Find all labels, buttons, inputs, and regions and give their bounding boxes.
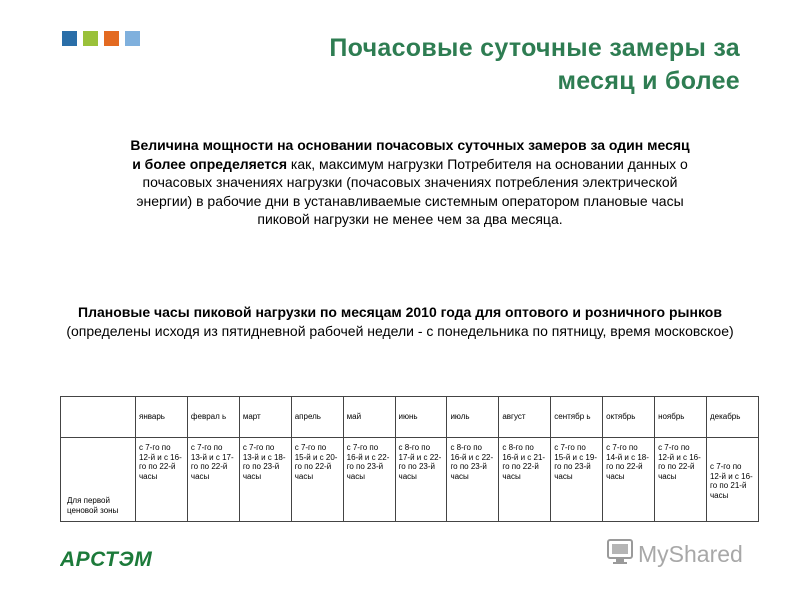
intro-bold: Величина мощности на основании почасовых суточных замеров за один месяц и более определяется — [130, 137, 690, 172]
title-line-1: Почасовые суточные замеры за — [329, 34, 740, 62]
month-header-cell: апрель — [291, 397, 343, 438]
month-header-cell: феврал ь — [187, 397, 239, 438]
month-header-cell: май — [343, 397, 395, 438]
hours-cell: с 8-го по 17-й и с 22-го по 23-й часы — [395, 438, 447, 522]
square-green — [83, 31, 98, 46]
hours-cell: с 7-го по 15-й и с 19-го по 23-й часы — [551, 438, 603, 522]
row-label-cell: Для первой ценовой зоны — [61, 438, 136, 522]
table-caption-note: (определены исходя из пятидневной рабочей недели - с понедельника по пятницу, время московское) — [66, 322, 734, 339]
hours-cell: с 8-го по 16-й и с 21-го по 22-й часы — [499, 438, 551, 522]
monitor-screen-icon — [612, 544, 628, 554]
intro-paragraph — [130, 136, 690, 229]
month-header-cell: ноябрь — [655, 397, 707, 438]
hours-cell: с 7-го по 12-й и с 16-го по 22-й часы — [655, 438, 707, 522]
month-header-cell: январь — [136, 397, 188, 438]
watermark-logo — [606, 536, 766, 576]
intro-rest: как, максимум нагрузки Потребителя на основании данных о почасовых значениях нагрузки (почасовых значениях потребления электрической энергии) в рабочие дни в устанавливаемые системным оператором плановые часы пиковой нагрузки не менее чем за два месяца. — [136, 155, 688, 227]
brand-squares — [62, 31, 140, 46]
hours-cell: с 7-го по 12-й и с 16-го по 22-й часы — [136, 438, 188, 522]
table-caption — [60, 303, 740, 340]
hours-cell: с 7-го по 16-й и с 22-го по 23-й часы — [343, 438, 395, 522]
hours-cell: с 8-го по 16-й и с 22-го по 23-й часы — [447, 438, 499, 522]
hours-cell: с 7-го по 13-й и с 18-го по 23-й часы — [239, 438, 291, 522]
month-header-cell: март — [239, 397, 291, 438]
arstem-logo — [60, 546, 164, 575]
hours-cell: с 7-го по 13-й и с 17-го по 22-й часы — [187, 438, 239, 522]
hours-cell: с 7-го по 12-й и с 16-го по 21-й часы — [706, 438, 758, 522]
month-header-cell: сентябр ь — [551, 397, 603, 438]
arstem-logo-mark — [60, 546, 164, 570]
month-header-cell: август — [499, 397, 551, 438]
month-header-cell: июнь — [395, 397, 447, 438]
square-lightblue — [125, 31, 140, 46]
hours-cell: с 7-го по 14-й и с 18-го по 22-й часы — [603, 438, 655, 522]
square-orange — [104, 31, 119, 46]
table-caption-title: Плановые часы пиковой нагрузки по месяцам 2010 года для оптового и розничного рынков — [78, 304, 722, 320]
slide-title — [220, 32, 740, 98]
watermark — [606, 536, 766, 576]
square-blue — [62, 31, 77, 46]
month-header-cell: декабрь — [706, 397, 758, 438]
hours-cell: с 7-го по 15-й и с 20-го по 22-й часы — [291, 438, 343, 522]
title-line-2: месяц и более — [557, 67, 740, 95]
table-row — [61, 438, 759, 522]
table-header-row — [61, 397, 759, 438]
peak-hours-table — [60, 396, 759, 522]
header-corner-cell — [61, 397, 136, 438]
logo-text: АРСТЭМ — [60, 548, 153, 570]
month-header-cell: октябрь — [603, 397, 655, 438]
watermark-text: MyShared — [638, 541, 743, 567]
month-header-cell: июль — [447, 397, 499, 438]
